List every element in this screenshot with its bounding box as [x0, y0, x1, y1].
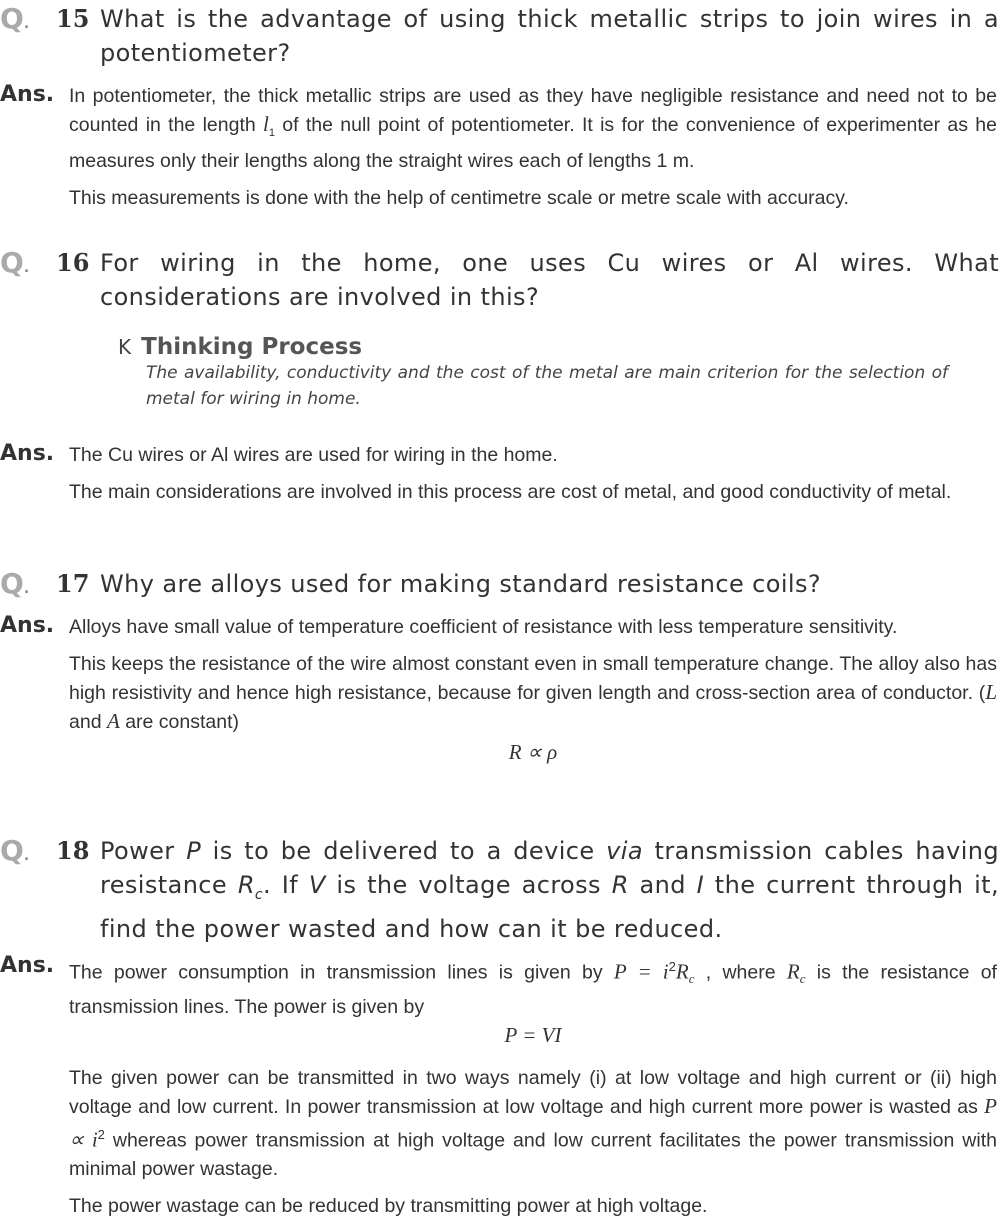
question-17	[0, 567, 999, 601]
thinking-process	[118, 334, 948, 412]
question-icon: Q.	[0, 567, 30, 600]
answer-paragraph: The main considerations are involved in this process are cost of metal, and good conductivity of metal.	[69, 481, 952, 503]
answer-15	[0, 82, 997, 221]
answer-label: Ans.	[0, 953, 55, 978]
answer-paragraph: The given power can be transmitted in two ways namely (i) at low voltage and high current or (ii) high voltage and low current. In power transmission at low voltage and high current more power is wasted as $P \propto i^2$ whereas power transmission at high voltage and low current facilitates the power transmission with minimal power wastage.	[69, 1067, 997, 1180]
question-16	[0, 246, 999, 314]
answer-paragraph: The power wastage can be reduced by transmitting power at high voltage.	[69, 1194, 708, 1217]
question-icon: Q.	[0, 834, 30, 867]
question-18	[0, 834, 999, 946]
question-number: 16	[56, 248, 90, 277]
answer-paragraph: The power consumption in transmission lines is given by $P = i^2R_c$ , where $R_c$ is the resistance of transmission lines. The power is given by	[69, 959, 997, 1019]
question-number: 15	[56, 4, 90, 33]
formula: P = VI	[504, 1023, 562, 1048]
question-icon: Q.	[0, 246, 30, 279]
question-15	[0, 2, 999, 70]
answer-18	[0, 953, 997, 1229]
answer-label: Ans.	[0, 613, 55, 638]
question-text: For wiring in the home, one uses Cu wires or Al wires. What considerations are involved in this?	[100, 249, 999, 311]
question-icon: Q.	[0, 2, 30, 35]
answer-label: Ans.	[0, 82, 55, 107]
thinking-process-marker: K	[118, 335, 132, 359]
answer-paragraph: This keeps the resistance of the wire almost constant even in small temperature change. The alloy also has high resistivity and hence high resistance, because for given length and cross-section area of conductor. (L and A are constant)	[69, 653, 997, 733]
answer-16	[0, 441, 997, 515]
question-text: What is the advantage of using thick metallic strips to join wires in a potentiometer?	[100, 5, 999, 67]
answer-paragraph: In potentiometer, the thick metallic strips are used as they have negligible resistance and need not to be counted in the length $l_1$ of the null point of potentiometer. It is for the convenience of experimenter as he measures only their lengths along the straight wires each of lengths 1 m.	[69, 85, 997, 172]
answer-paragraph: This measurements is done with the help of centimetre scale or metre scale with accuracy.	[69, 186, 849, 209]
question-text: Why are alloys used for making standard resistance coils?	[100, 570, 822, 598]
question-number: 18	[56, 836, 90, 865]
answer-paragraph: The Cu wires or Al wires are used for wiring in the home.	[69, 444, 558, 466]
answer-label: Ans.	[0, 441, 55, 466]
formula: R ∝ ρ	[508, 740, 558, 764]
answer-17	[0, 613, 997, 767]
thinking-process-title: Thinking Process	[141, 334, 363, 360]
question-text: Power P is to be delivered to a device via transmission cables having resistance $R_c$. If V is the voltage across R and I the current through it, find the power wasted and how can it be reduced.	[100, 837, 999, 943]
thinking-process-body: The availability, conductivity and the cost of the metal are main criterion for the selection of metal for wiring in home.	[146, 363, 948, 409]
question-number: 17	[56, 569, 90, 598]
answer-paragraph: Alloys have small value of temperature coefficient of resistance with less temperature sensitivity.	[69, 616, 898, 638]
